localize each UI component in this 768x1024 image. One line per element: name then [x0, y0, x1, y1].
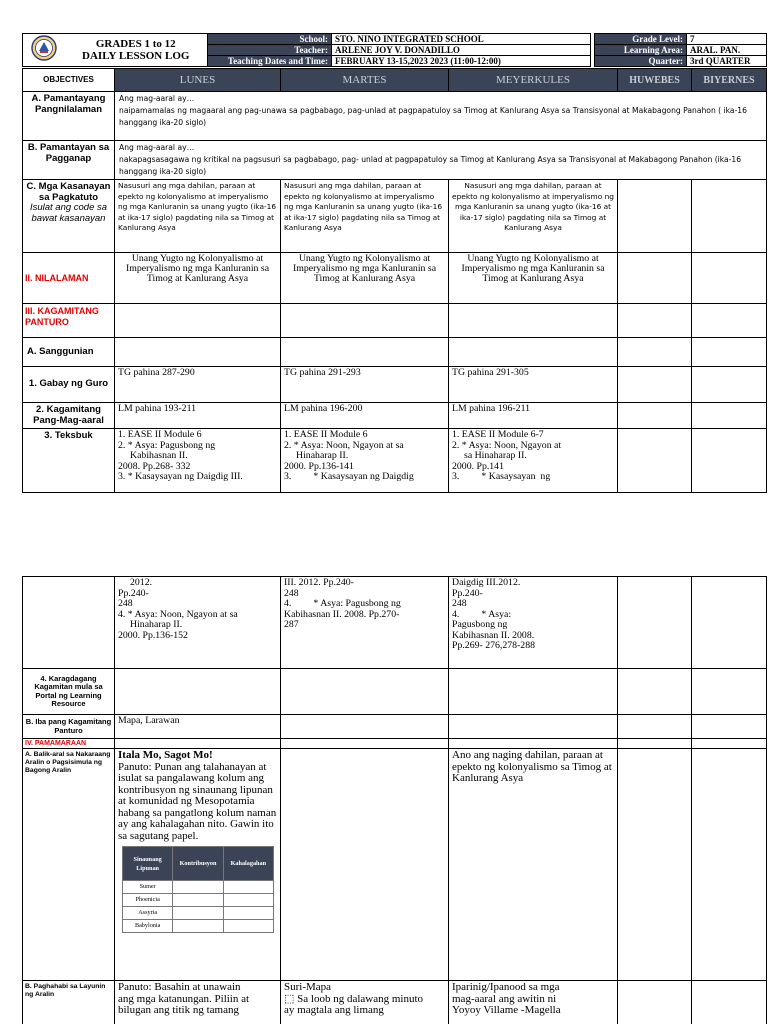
label-paghahabi: B. Paghahabi sa Layunin ng Aralin [23, 981, 115, 1024]
list-item: ang mga katanungan. Piliin at [118, 992, 250, 1005]
list-item: 1. EASE II Module 6 [284, 429, 368, 440]
dates-label: Teaching Dates and Time: [208, 56, 332, 67]
label-nilalaman: II. NILALAMAN [23, 253, 115, 304]
activity-table-header: Sinaunang Lipunan [123, 847, 173, 881]
content-standard-intro: Ang mag-aaral ay… [119, 94, 195, 103]
activity-table-cell: Assyria [123, 907, 173, 920]
kasanayan-lunes: Nasusuri ang mga dahilan, paraan at epekto ng kolonyalismo at imperyalismo ng mga Kanluranin sa unang yugto (ika-16 at ika-17 siglo) pagdating nila sa Timog at Kanlurang Asya [115, 180, 281, 253]
list-item: Hinaharap II. [130, 619, 183, 630]
paghahabi-lunes [115, 981, 281, 1024]
list-item: 4. * Asya: Pagusbong ng [284, 598, 401, 609]
title-line-2: DAILY LESSON LOG [82, 50, 190, 62]
list-item: sa Hinaharap II. [464, 450, 527, 461]
label-pamamaraan: IV. PAMAMARAAN [23, 739, 115, 749]
list-item: ay magtala ang limang [284, 1004, 384, 1016]
day-biyernes: BIYERNES [692, 69, 767, 92]
list-item: Hinaharap II. [296, 450, 349, 461]
list-item: 2012. [130, 577, 153, 588]
grade-value: 7 [687, 34, 767, 45]
row-karagdagang-kagamitan [23, 669, 767, 715]
list-item: 2000. Pp.141 [452, 460, 504, 472]
list-item: bilugan ang titik ng tamang [118, 1004, 239, 1016]
row-kagamitang-mag-aaral [23, 403, 767, 429]
kasanayan-martes: Nasusuri ang mga dahilan, paraan at epekto ng kolonyalismo at imperyalismo ng mga Kanluranin sa unang yugto (ika-16 at ika-17 siglo) pagdating nila sa Timog at Kanlurang Asya [281, 180, 449, 253]
teksbuk-cont-meyerkules [449, 577, 618, 669]
list-item: 2. * Asya: Noon, Ngayon at [452, 439, 562, 451]
deped-seal [23, 34, 65, 67]
list-item: Kabihasnan II. [130, 450, 188, 461]
kasanayan-meyerkules: Nasusuri ang mga dahilan, paraan at epekto ng kolonyalismo at imperyalismo ng mga Kanluranin sa unang yugto (ika-16 at ika-17 siglo) pagdating nila sa Timog at Kanlurang Asya [449, 180, 618, 253]
lesson-table-1 [22, 68, 767, 493]
log-title [65, 34, 208, 67]
list-item: Iparinig/Ipanood sa mga [452, 981, 560, 993]
content-standard-text: naipamamalas ng magaaral ang pag-unawa sa pagbabago, pag-unlad at pagpapatuloy sa Timog at Kanlurang Asya sa Transisyonal at Makabagong Panahon ( ika-16 hanggang ika-20 siglo) [119, 106, 747, 127]
list-item: 2000. Pp.136-152 [118, 629, 188, 641]
gabay-meyerkules: TG pahina 291-305 [449, 367, 618, 403]
day-lunes: LUNES [115, 69, 281, 92]
gabay-lunes: TG pahina 287-290 [115, 367, 281, 403]
dates-value: FEBRUARY 13-15,2023 2023 (11:00-12:00) [332, 56, 591, 67]
list-item: 1. EASE II Module 6 [118, 429, 202, 440]
performance-standard-text: nakapagsasagawa ng kritikal na pagsusuri sa pagbabago, pag- unlad at pagpapatuloy sa Timog at Kanlurang Asya sa Transisyonal at Makabagong Panahon (ika-16 hanggang ika-20 siglo) [119, 155, 742, 176]
grade-label: Grade Level: [595, 34, 687, 45]
list-item: 1. EASE II Module 6-7 [452, 429, 544, 440]
row-kasanayan [23, 180, 767, 253]
quarter-label: Quarter: [595, 56, 687, 67]
list-item: 4. * Asya: Noon, Ngayon at sa [118, 608, 238, 620]
lm-lunes: LM pahina 193-211 [115, 403, 281, 429]
balik-aral-meyerkules: Ano ang naging dahilan, paraan at epekto ng kolonyalismo sa Timog at Kanlurang Asya [449, 749, 618, 981]
day-huwebes: HUWEBES [618, 69, 692, 92]
gabay-martes: TG pahina 291-293 [281, 367, 449, 403]
area-label: Learning Area: [595, 45, 687, 56]
title-line-1: GRADES 1 to 12 [95, 38, 176, 50]
list-item: III. 2012. Pp.240- [284, 577, 354, 588]
row-balik-aral [23, 749, 767, 981]
row-pamamaraan [23, 739, 767, 749]
list-item: ⬚ Sa loob ng dalawang minuto [284, 992, 424, 1005]
school-value: STO. NINO INTEGRATED SCHOOL [332, 34, 591, 45]
list-item: Suri-Mapa [284, 981, 332, 993]
label-kagamitang-mag-aaral: 2. Kagamitang Pang-Mag-aaral [23, 403, 115, 429]
list-item: 2008. Pp.268- 332 [118, 460, 191, 472]
label-iba-pang-kagamitan: B. Iba pang Kagamitang Panturo [23, 715, 115, 739]
list-item: 3. * Kasaysayan ng Daigdig [284, 471, 414, 482]
label-pamantayan-pagganap: B. Pamantayan sa Pagganap [23, 141, 115, 180]
school-label: School: [208, 34, 332, 45]
lesson-table-2 [22, 576, 767, 1024]
lesson-log-page-1 [22, 33, 766, 493]
lesson-log-page-2 [22, 576, 766, 1024]
paghahabi-meyerkules [449, 981, 618, 1024]
label-balik-aral: A. Balik-aral sa Nakaraang Aralin o Pagsisimula ng Bagong Aralin [23, 749, 115, 981]
list-item: Panuto: Basahin at unawain [118, 981, 241, 993]
label-karagdagang-kagamitan: 4. Karagdagang Kagamitan mula sa Portal ng Learning Resource [23, 669, 115, 715]
performance-standard-intro: Ang mag-aaral ay… [119, 143, 195, 152]
activity-title: Itala Mo, Sagot Mo! [118, 749, 213, 761]
row-iba-pang-kagamitan [23, 715, 767, 739]
activity-table-cell: Babylonia [123, 920, 173, 933]
row-paghahabi [23, 981, 767, 1024]
lm-martes: LM pahina 196-200 [281, 403, 449, 429]
activity-table-cell: Sumer [123, 881, 173, 894]
activity-table-cell: Phoenicia [123, 894, 173, 907]
list-item: Kabihasnan II. 2008. [452, 629, 535, 641]
row-teksbuk [23, 429, 767, 493]
teksbuk-lunes [115, 429, 281, 493]
list-item: Daigdig III.2012. [452, 577, 521, 588]
day-martes: MARTES [281, 69, 449, 92]
row-nilalaman [23, 253, 767, 304]
days-row [23, 69, 767, 92]
nilalaman-martes: Unang Yugto ng Kolonyalismo at Imperyalismo ng mga Kanluranin sa Timog at Kanlurang Asya [281, 253, 449, 304]
lm-meyerkules: LM pahina 196-211 [449, 403, 618, 429]
header-table [22, 33, 767, 67]
area-value: ARAL. PAN. [687, 45, 767, 56]
label-kasanayan-note: Isulat ang code sa bawat kasanayan [29, 202, 108, 224]
teksbuk-cont-martes [281, 577, 449, 669]
list-item: Pp.240- [118, 587, 149, 599]
list-item: Pp.240- [452, 587, 483, 599]
list-item: 2. * Asya: Noon, Ngayon at sa [284, 439, 404, 451]
list-item: 287 [284, 619, 299, 630]
activity-table [122, 846, 274, 933]
teksbuk-martes [281, 429, 449, 493]
teksbuk-meyerkules [449, 429, 618, 493]
activity-table-header: Kahalagahan [223, 847, 273, 881]
row-gabay-guro [23, 367, 767, 403]
label-kasanayan-title: C. Mga Kasanayan sa Pagkatuto [26, 181, 111, 203]
content-standard [115, 92, 767, 141]
nilalaman-meyerkules: Unang Yugto ng Kolonyalismo at Imperyalismo ng mga Kanluranin sa Timog at Kanlurang Asya [449, 253, 618, 304]
row-pamantayan-pagganap [23, 141, 767, 180]
list-item: 3. * Kasaysayan ng [452, 471, 551, 482]
label-kagamitang-panturo: III. KAGAMITANG PANTURO [23, 304, 115, 338]
iba-lunes: Mapa, Larawan [115, 715, 281, 739]
list-item: 2000. Pp.136-141 [284, 460, 354, 472]
activity-table-header: Kontribusyon [173, 847, 223, 881]
quarter-value: 3rd QUARTER [687, 56, 767, 67]
list-item: mag-aaral ang awitin ni [452, 992, 557, 1005]
row-pamantayang-pangnilalaman [23, 92, 767, 141]
list-item: 248 [452, 598, 467, 609]
list-item: Pagusbong ng [452, 619, 508, 630]
list-item: 3. * Kasaysayan ng Daigdig III. [118, 471, 243, 482]
nilalaman-lunes: Unang Yugto ng Kolonyalismo at Imperyalismo ng mga Kanluranin sa Timog at Kanlurang Asya [115, 253, 281, 304]
label-gabay-guro: 1. Gabay ng Guro [23, 367, 115, 403]
activity-instructions: Panuto: Punan ang talahanayan at isulat sa pangalawang kolum ang kontribusyon ng sinaunang lipunan at komunidad ng Mesopotamia habang sa pangatlong kolum naman ay ang kahalagahan nito. Gawin ito sa sagutang papel. [118, 760, 277, 842]
list-item: 4. * Asya: [452, 608, 512, 620]
paghahabi-martes [281, 981, 449, 1024]
list-item: Yoyoy Villame -Magella [452, 1004, 561, 1016]
balik-aral-lunes [115, 749, 281, 981]
list-item: 248 [284, 587, 299, 599]
row-sanggunian [23, 338, 767, 367]
teacher-label: Teacher: [208, 45, 332, 56]
label-teksbuk: 3. Teksbuk [23, 429, 115, 493]
deped-seal-icon [31, 35, 57, 61]
teacher-value: ARLENE JOY V. DONADILLO [332, 45, 591, 56]
objectives-heading: OBJECTIVES [23, 69, 115, 92]
day-meyerkules: MEYERKULES [449, 69, 618, 92]
row-kagamitang-panturo [23, 304, 767, 338]
label-sanggunian: A. Sanggunian [23, 338, 115, 367]
list-item: 2. * Asya: Pagusbong ng [118, 439, 216, 451]
list-item: 248 [118, 598, 133, 609]
performance-standard [115, 141, 767, 180]
teksbuk-cont-lunes [115, 577, 281, 669]
label-kasanayan [23, 180, 115, 253]
row-teksbuk-continued [23, 577, 767, 669]
label-pamantayang-pangnilalaman: A. Pamantayang Pangnilalaman [23, 92, 115, 141]
list-item: Kabihasnan II. 2008. Pp.270- [284, 608, 400, 620]
list-item: Pp.269- 276,278-288 [452, 640, 536, 651]
